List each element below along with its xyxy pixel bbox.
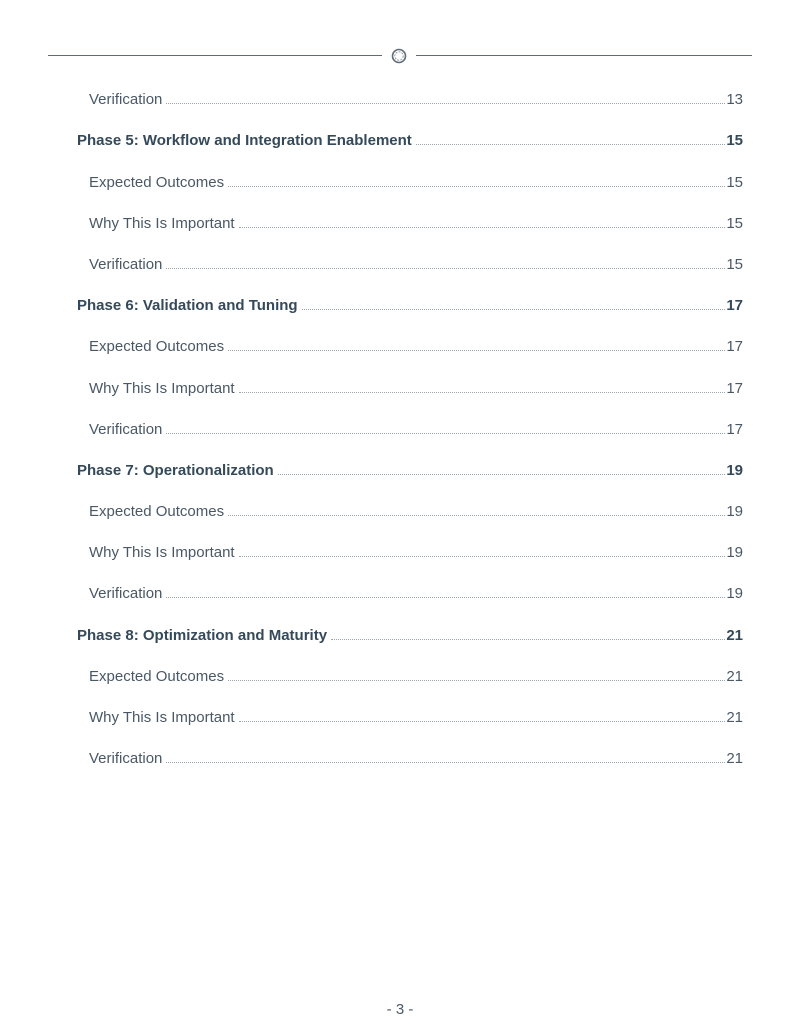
toc-entry-title: Verification	[89, 585, 163, 603]
toc-subentry[interactable]	[0, 490, 800, 531]
toc-subentry[interactable]	[0, 655, 800, 696]
dot-leader	[278, 474, 726, 475]
toc-entry-title: Verification	[89, 750, 163, 768]
page-number: - 3 -	[386, 1001, 414, 1018]
toc-entry-line	[89, 585, 743, 602]
toc-entry-title: Phase 5: Workflow and Integration Enablement	[77, 132, 412, 150]
toc-subentry[interactable]	[0, 737, 800, 778]
toc-entry-title: Phase 6: Validation and Tuning	[77, 297, 298, 315]
toc-entry-title: Why This Is Important	[89, 379, 235, 397]
toc-subentry[interactable]	[0, 78, 800, 119]
dot-leader	[166, 268, 725, 269]
toc-subentry[interactable]	[0, 202, 800, 243]
toc-entry-title: Why This Is Important	[89, 709, 235, 726]
toc-subentry[interactable]	[0, 408, 800, 449]
toc-entry-line	[77, 627, 743, 644]
toc-subentry[interactable]	[0, 325, 800, 366]
toc-entry-title: Expected Outcomes	[89, 338, 225, 356]
toc-subentry[interactable]	[0, 243, 800, 284]
toc-heading-entry[interactable]	[0, 613, 800, 654]
dot-leader	[228, 680, 725, 681]
toc-subentry[interactable]	[0, 366, 800, 407]
toc-entry-line	[89, 750, 743, 767]
toc-entry-page-number: 21	[726, 709, 743, 726]
toc-entry-page-number: 17	[726, 379, 743, 397]
dot-leader	[166, 103, 725, 104]
toc-entry-line	[89, 215, 743, 232]
dot-leader	[239, 721, 726, 722]
circle-logo-icon	[389, 46, 409, 66]
toc-entry-title: Verification	[89, 91, 163, 109]
toc-entry-line	[89, 256, 743, 273]
toc-entry-page-number: 17	[726, 338, 743, 356]
toc-entry-page-number: 21	[726, 626, 743, 644]
toc-entry-title: Expected Outcomes	[89, 667, 225, 685]
toc-subentry[interactable]	[0, 160, 800, 201]
dot-leader	[166, 597, 725, 598]
toc-entry-title: Why This Is Important	[89, 214, 235, 232]
toc-entry-title: Expected Outcomes	[89, 173, 225, 191]
toc-entry-title: Expected Outcomes	[89, 503, 225, 521]
toc-entry-line	[89, 380, 743, 397]
dot-leader	[228, 186, 725, 187]
toc-entry-page-number: 19	[726, 544, 743, 562]
toc-entry-line	[77, 462, 743, 479]
table-of-contents	[0, 78, 800, 778]
toc-entry-line	[89, 709, 743, 726]
dot-leader	[166, 433, 725, 434]
dot-leader	[228, 350, 725, 351]
toc-entry-line	[89, 503, 743, 520]
toc-entry-title: Why This Is Important	[89, 544, 235, 562]
toc-entry-line	[77, 297, 743, 314]
toc-entry-line	[89, 91, 743, 108]
toc-subentry[interactable]	[0, 696, 800, 737]
toc-entry-page-number: 17	[726, 297, 743, 315]
dot-leader	[166, 762, 725, 763]
toc-entry-line	[89, 544, 743, 561]
dot-leader	[302, 309, 726, 310]
toc-entry-page-number: 15	[726, 255, 743, 273]
toc-entry-line	[77, 132, 743, 149]
header-rule-right	[416, 55, 752, 56]
dot-leader	[228, 515, 725, 516]
toc-entry-page-number: 21	[726, 667, 743, 685]
toc-entry-title: Phase 7: Operationalization	[77, 461, 274, 479]
toc-subentry[interactable]	[0, 531, 800, 572]
header-rule-left	[48, 55, 382, 56]
toc-entry-line	[89, 174, 743, 191]
toc-heading-entry[interactable]	[0, 284, 800, 325]
toc-entry-title: Verification	[89, 255, 163, 273]
toc-entry-page-number: 19	[726, 461, 743, 479]
toc-entry-page-number: 21	[726, 750, 743, 768]
toc-heading-entry[interactable]	[0, 119, 800, 160]
toc-entry-page-number: 13	[726, 91, 743, 109]
toc-subentry[interactable]	[0, 572, 800, 613]
toc-entry-page-number: 19	[726, 503, 743, 521]
toc-entry-line	[89, 338, 743, 355]
toc-entry-page-number: 15	[726, 132, 743, 150]
dot-leader	[239, 227, 726, 228]
toc-entry-title: Phase 8: Optimization and Maturity	[77, 626, 328, 644]
dot-leader	[239, 556, 726, 557]
toc-entry-page-number: 17	[726, 420, 743, 438]
dot-leader	[331, 639, 725, 640]
dot-leader	[239, 392, 726, 393]
dot-leader	[416, 144, 726, 145]
toc-entry-line	[89, 668, 743, 685]
toc-entry-title: Verification	[89, 420, 163, 438]
toc-heading-entry[interactable]	[0, 449, 800, 490]
toc-entry-page-number: 15	[726, 214, 743, 232]
toc-entry-line	[89, 421, 743, 438]
toc-entry-page-number: 19	[726, 585, 743, 603]
toc-entry-page-number: 15	[726, 173, 743, 191]
